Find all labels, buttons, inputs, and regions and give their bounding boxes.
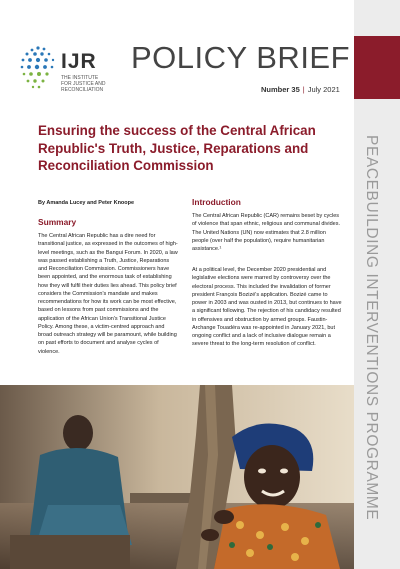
ijr-logo	[18, 44, 113, 94]
summary-text: The Central African Republic has a dire need for transitional justice, as expressed in the outcomes of high-level meetings, such as the Bangui Forum. In 2020, a law was passed establishing a Truth, Justice, Reparations and Reconciliation Commission. Commissioners have been appointed, and the enormous task of establishing how they will fulfil their duties lies ahead. This policy brief considers the Commission's mandate and makes recommendations for how its work can be most effective, based on lessons from past commissions and the application of the African Union's Transitional Justice Policy. Among these, a victim-centred approach and broad outreach strategy will be paramount, while building on past efforts to document and analyse cycles of violence.	[38, 233, 178, 355]
issue-date: July 2021	[307, 85, 340, 94]
issue-info: Number 35 | July 2021	[261, 85, 340, 94]
authors: By Amanda Lucey and Peter Knoope	[38, 200, 135, 206]
programme-label: PEACEBUILDING INTERVENTIONS PROGRAMME	[363, 135, 380, 521]
logo-wordmark: IJR	[61, 50, 97, 73]
summary-heading: Summary	[38, 217, 77, 227]
article-title: Ensuring the success of the Central African Republic's Truth, Justice, Reparations and Reconciliation Commission	[38, 123, 316, 173]
logo-subtitle: THE INSTITUTE FOR JUSTICE AND RECONCILIATION	[61, 75, 106, 93]
intro-paragraph-1: The Central African Republic (CAR) remains beset by cycles of violence that span ethnic, religious and communal divides. The United Nations (UN) now estimates that 2.8 million people (over half the population), require humanitarian assistance.¹	[192, 213, 340, 252]
issue-number: Number 35	[261, 85, 300, 94]
cover-photo	[0, 385, 354, 569]
intro-heading: Introduction	[192, 197, 241, 207]
intro-paragraph-2: At a political level, the December 2020 presidential and legislative elections were marred by controversy over the electoral process. This included the invalidation of former president François Bozizé's application. Bozizé came to power in 2003 and was ousted in 2013, but continues to have a significant following. The rejection of his candidacy resulted in offensives and obstruction by armed groups. Faustin-Archange Touadéra was re-appointed in January 2021, but ongoing conflict and a lack of inclusive dialogue remain a severe threat to the long-term resolution of conflict.	[192, 267, 342, 348]
globe-dots-icon	[18, 44, 60, 92]
publication-title: POLICY BRIEF	[131, 40, 351, 75]
side-band	[354, 0, 400, 569]
accent-bar	[354, 36, 400, 99]
